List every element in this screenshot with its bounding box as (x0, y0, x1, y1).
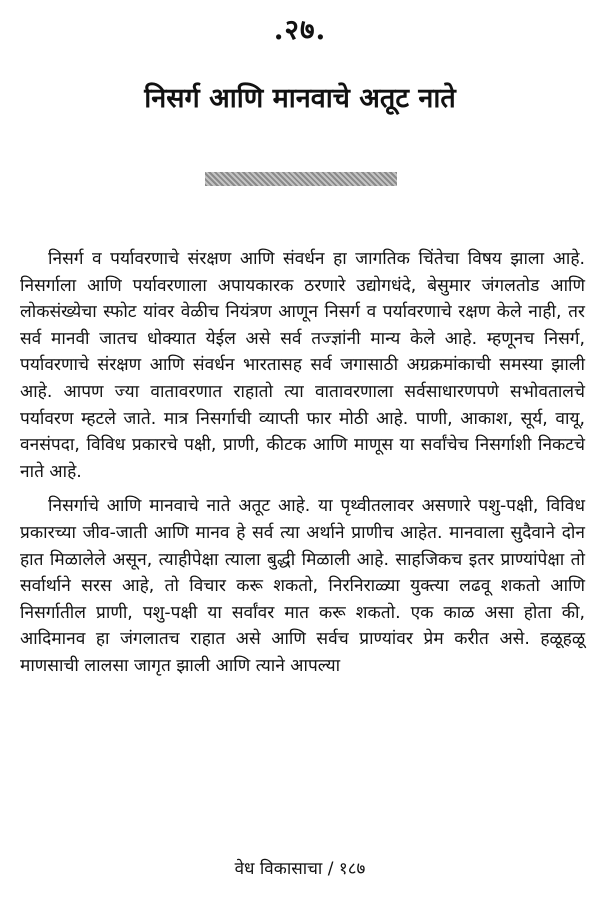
footer-book-title: वेध विकासाचा (234, 859, 323, 879)
ornamental-divider (205, 172, 397, 186)
footer-separator: / (327, 859, 334, 879)
chapter-title: निसर्ग आणि मानवाचे अतूट नाते (144, 83, 456, 114)
paragraph-1: निसर्ग व पर्यावरणाचे संरक्षण आणि संवर्धन हा जागतिक चिंतेचा विषय झाला आहे. निसर्गाला आणि पर्यावरणाला अपायकारक ठरणारे उद्योगधंदे, बेसुमार जंगलतोड आणि लोकसंख्येचा स्फोट यांवर वेळीच नियंत्रण आणून निसर्ग व पर्यावरणाचे रक्षण केले नाही, तर सर्व मानवी जातच धोक्यात येईल असे सर्व तज्ज्ञांनी मान्य केले आहे. म्हणूनच निसर्ग, पर्यावरणाचे संरक्षण आणि संवर्धन भारतासह सर्व जगासाठी अग्रक्रमांकाची समस्या झाली आहे. आपण ज्या वातावरणात राहातो त्या वातावरणाला सर्वसाधारणपणे सभोवतालचे पर्यावरण म्हटले जाते. मात्र निसर्गाची व्याप्ती फार मोठी आहे. पाणी, आकाश, सूर्य, वायू, वनसंपदा, विविध प्रकारचे पक्षी, प्राणी, कीटक आणि माणूस या सर्वांचेच निसर्गाशी निकटचे नाते आहे. (20, 249, 585, 482)
footer-page-number: १८७ (338, 859, 366, 879)
paragraph-2: निसर्गाचे आणि मानवाचे नाते अतूट आहे. या पृथ्वीतलावर असणारे पशु-पक्षी, विविध प्रकारच्या जीव-जाती आणि मानव हे सर्व त्या अर्थाने प्राणीच आहेत. मानवाला सुदैवाने दोन हात मिळालेले असून, त्याहीपेक्षा त्याला बुद्धी मिळाली आहे. साहजिकच इतर प्राण्यांपेक्षा तो सर्वार्थाने सरस आहे, तो विचार करू शकतो, निरनिराळ्या युक्त्या लढवू शकतो आणि निसर्गातील प्राणी, पशु-पक्षी या सर्वांवर मात करू शकतो. एक काळ असा होता की, आदिमानव हा जंगलातच राहात असे आणि सर्वच प्राण्यांवर प्रेम करीत असे. हळूहळू माणसाची लालसा जागृत झाली आणि त्याने आपल्या (20, 496, 585, 676)
chapter-number: .२७. (273, 13, 327, 46)
page-footer (0, 856, 600, 879)
chapter-body (20, 246, 585, 688)
